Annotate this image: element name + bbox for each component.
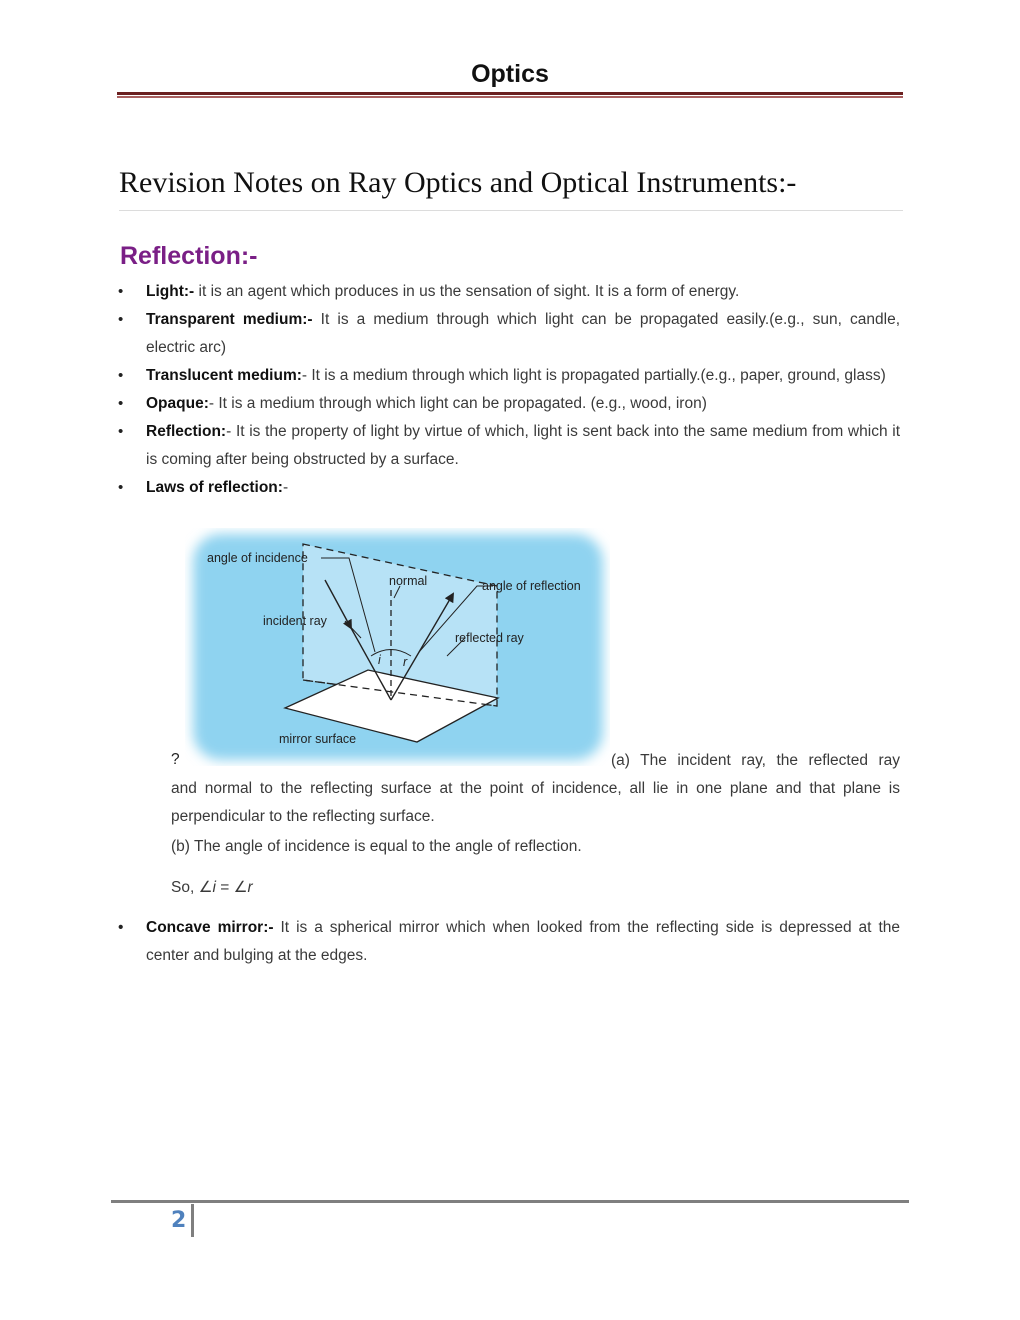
symbol-i: i [212,879,216,896]
bullet-reflection [118,418,900,474]
definition-list-continued [118,914,900,970]
law-a-continuation: and normal to the reflecting surface at the point of incidence, all lie in one plane and that plane is perpendicular to the reflecting surface. [171,780,900,825]
label-angle-of-incidence: angle of incidence [207,551,308,565]
footer-vertical-bar [191,1204,194,1237]
definition: - It is the property of light by virtue of which, light is sent back into the same medium from which it is coming after being obstructed by a surface. [146,423,900,468]
label-normal: normal [389,574,428,588]
so-equals: = ∠ [215,879,248,896]
bullet-transparent-medium [118,306,900,362]
term: Opaque: [146,395,209,412]
label-r: r [403,655,408,669]
so-prefix: So, ∠ [171,879,213,896]
page-number: 2 [171,1208,187,1233]
label-angle-of-reflection: angle of reflection [482,579,581,593]
symbol-r: r [247,879,253,896]
label-incident-ray: incident ray [263,614,327,628]
page-header-title: Optics [471,60,549,88]
bullet-concave-mirror [118,914,900,970]
bullet-light [118,278,900,306]
term: Reflection: [146,423,227,440]
definition: It is a medium through which light can be propagated easily.(e.g., sun, candle, electric arc) [146,311,901,356]
term: Transparent medium:- [146,311,313,328]
reflection-diagram [185,528,610,766]
term: Laws of reflection: [146,479,283,496]
bullet-opaque [118,390,900,418]
label-mirror-surface: mirror surface [279,732,357,746]
header-rule-secondary [117,96,903,98]
label-i: i [378,653,381,667]
bullet-laws-of-reflection [118,474,900,502]
document-title: Revision Notes on Ray Optics and Optical Instruments:- [119,166,797,199]
section-heading-reflection: Reflection:- [120,242,258,270]
term: Translucent medium: [146,367,302,384]
bullet-translucent-medium [118,362,900,390]
law-a-first-line: (a) The incident ray, the reflected ray [611,752,900,769]
placeholder-question-mark: ? [171,751,180,768]
definition: It is a spherical mirror which when looked from the reflecting side is depressed at the center and bulging at the edges. [146,919,900,964]
definition-list [118,278,900,502]
definition: - It is a medium through which light is propagated partially.(e.g., paper, ground, glass) [301,367,886,384]
title-divider [119,210,903,211]
label-reflected-ray: reflected ray [455,631,524,645]
term: Light:- [146,283,195,300]
header-rule [117,92,903,95]
term: Concave mirror:- [146,919,274,936]
definition: - It is a medium through which light can be propagated. (e.g., wood, iron) [208,395,707,412]
law-b: (b) The angle of incidence is equal to the angle of reflection. [171,838,582,855]
footer-rule [111,1200,909,1203]
law-conclusion [171,878,253,897]
definition: it is an agent which produces in us the sensation of sight. It is a form of energy. [194,283,740,300]
definition: - [282,479,289,496]
